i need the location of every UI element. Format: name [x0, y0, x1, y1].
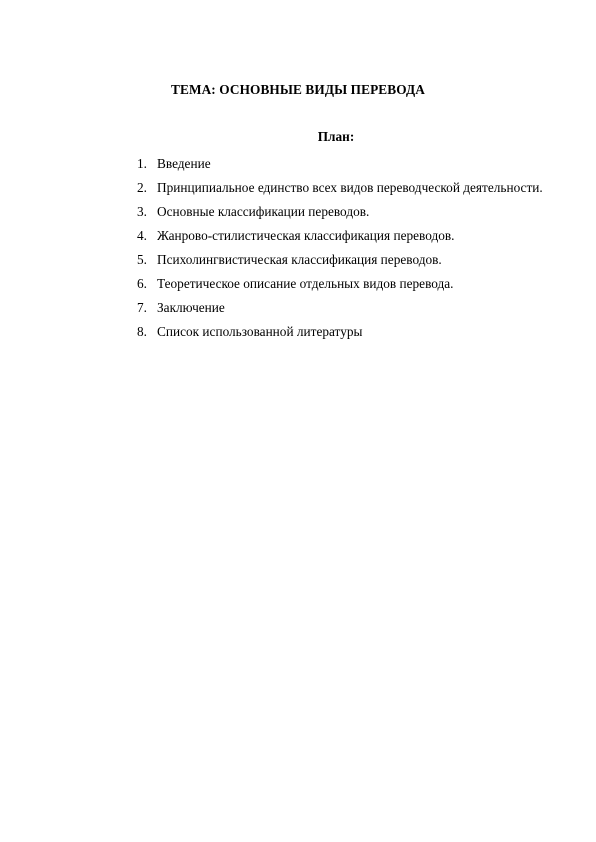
plan-item-number: 3.: [137, 204, 147, 219]
plan-item-text: Психолингвистическая классификация переводов.: [157, 252, 442, 267]
plan-item-1: [137, 152, 553, 176]
plan-item-5: [137, 248, 553, 272]
plan-item-3: [137, 200, 553, 224]
plan-item-text: Принципиальное единство всех видов переводческой деятельности.: [157, 180, 543, 195]
plan-item-text: Заключение: [157, 300, 225, 315]
plan-item-text: Жанрово-стилистическая классификация переводов.: [157, 228, 455, 243]
document-title: ТЕМА: ОСНОВНЫЕ ВИДЫ ПЕРЕВОДА: [171, 82, 425, 97]
plan-item-7: [137, 296, 553, 320]
plan-list: [137, 152, 553, 344]
plan-item-number: 4.: [137, 228, 147, 243]
plan-item-number: 7.: [137, 300, 147, 315]
plan-item-2: [137, 176, 553, 200]
plan-item-8: [137, 320, 553, 344]
plan-item-number: 8.: [137, 324, 147, 339]
plan-item-text: Список использованной литературы: [157, 324, 363, 339]
plan-item-number: 1.: [137, 156, 147, 171]
plan-item-text: Основные классификации переводов.: [157, 204, 370, 219]
plan-item-text: Теоретическое описание отдельных видов перевода.: [157, 276, 454, 291]
plan-item-number: 2.: [137, 180, 147, 195]
plan-item-number: 5.: [137, 252, 147, 267]
plan-item-4: [137, 224, 553, 248]
plan-item-number: 6.: [137, 276, 147, 291]
plan-item-text: Введение: [157, 156, 211, 171]
plan-item-6: [137, 272, 553, 296]
plan-heading: План:: [317, 129, 355, 144]
